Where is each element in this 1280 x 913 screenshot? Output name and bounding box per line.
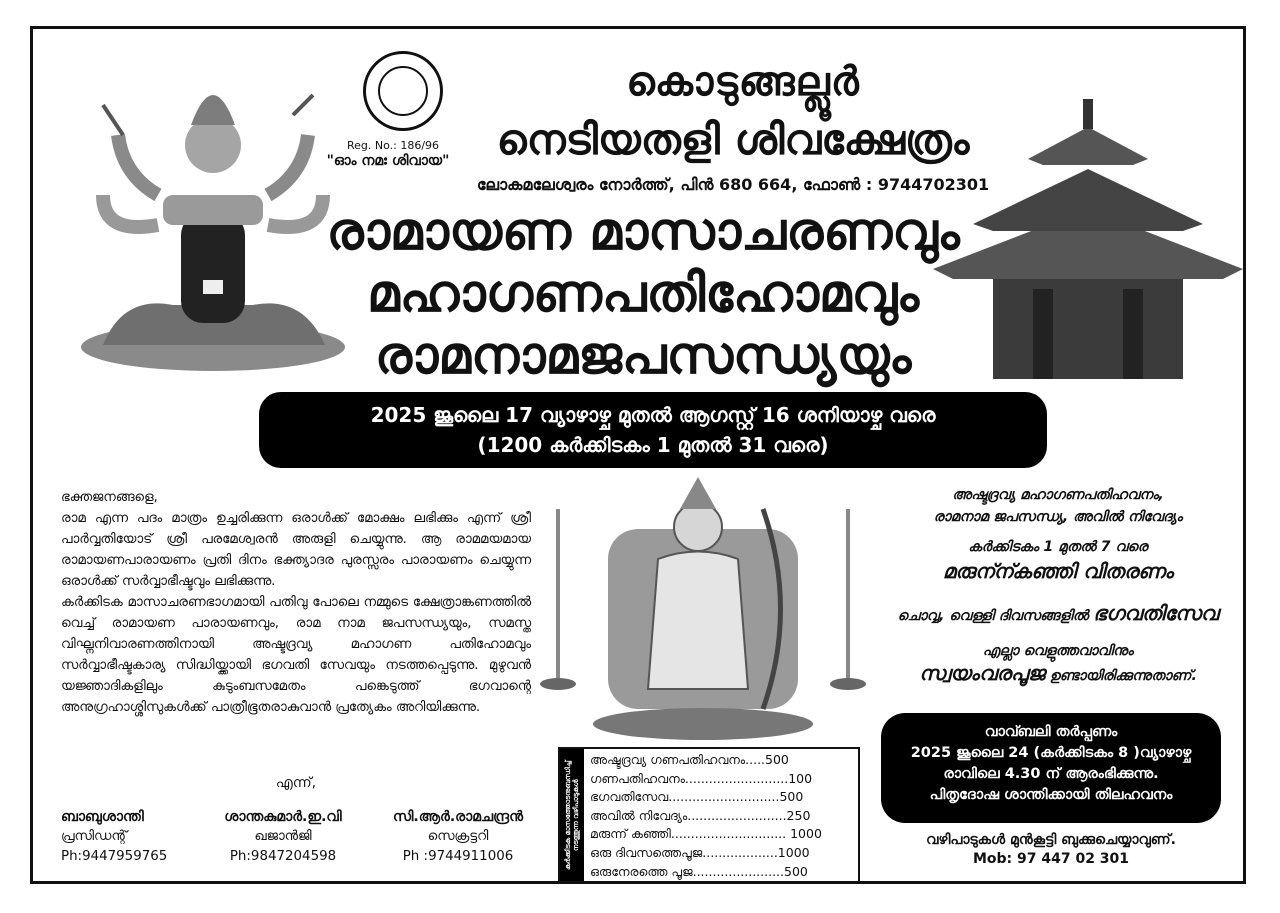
- signatory-role: സെക്രട്ടറി: [427, 829, 489, 844]
- poster: [30, 26, 1246, 884]
- temple-logo: [363, 51, 443, 131]
- rate-item: മരുന്ന് കഞ്ഞി............................. 1000: [590, 826, 822, 842]
- om-namah-shivaya: "ഓം നമഃ ശിവായ": [326, 153, 450, 169]
- signatory-phone: Ph:9847204598: [229, 849, 337, 864]
- booking-note: വഴിപാടുകൾ മുൻകൂട്ടി ബുക്കുചെയ്യാവുണ്.: [926, 832, 1176, 848]
- offering-line5: [888, 601, 1228, 625]
- greeting: ഭക്തജനങ്ങളെ,: [61, 490, 158, 505]
- vavubali-line2: 2025 ജൂലൈ 24 (കർക്കിടകം 8 )വ്യാഴാഴ്ച: [910, 745, 1192, 761]
- signatory-name: ബാബുശാന്തി: [61, 809, 144, 825]
- swayamvara-pooja: സ്വയംവരപൂജ: [919, 661, 1045, 685]
- offering-line4: മരുന്ന്കഞ്ഞി വിതരണം: [942, 559, 1174, 583]
- signatory-name: സി.ആർ.രാമചന്ദ്രൻ: [392, 809, 523, 825]
- message-para1: രാമ എന്ന പദം മാത്രം ഉച്ചരിക്കുന്ന ഒരാൾക്ക് മോക്ഷം ലഭിക്കും എന്ന് ശ്രീ പാർവ്വതിയോട് ശ്രീ പരമേശ്വരൻ അരുളി ചെയ്യുന്നു. ആ രാമമയമായ രാമായണപാരായണം പ്രതി ദിനം ഭക്ത്യാദര പുരസ്സരം പാരായണം ചെയ്യുന്ന ഒരാൾക്ക് സർവ്വാഭീഷ്ടവും ലഭിക്കുന്നു.: [61, 511, 531, 589]
- event-title-1: രാമായണ മാസാചരണവും: [326, 202, 960, 262]
- signatory-role: പ്രസിഡന്റ്: [61, 829, 128, 844]
- bhagavathi-seva: ഭഗവതിസേവ: [1093, 601, 1219, 625]
- sri-rama-image: [538, 469, 868, 749]
- offering-line3: കർക്കിടകം 1 മുതൽ 7 വരെ: [968, 539, 1148, 555]
- signatory-phone: Ph :9744911006: [402, 849, 514, 864]
- temple-address: ലോകമലേശ്വരം നോർത്ത്, പിൻ 680 664, ഫോൺ : 9744702301: [476, 175, 990, 194]
- temple-name-line1: കൊടുങ്ങല്ലൂർ: [626, 59, 860, 105]
- offering-note: ഉണ്ടായിരിക്കുന്നുതാണ്.: [1049, 668, 1197, 684]
- offering-days: ചൊവ്വ, വെള്ളി ദിവസങ്ങളിൽ: [897, 608, 1089, 624]
- closing: എന്ന്,: [275, 775, 317, 791]
- booking-info: [881, 831, 1221, 869]
- event-title-2: മഹാഗണപതിഹോമവും: [366, 264, 920, 324]
- offerings-rate-list: [558, 747, 860, 883]
- vavubali-line3: രാവിലെ 4.30 ന് ആരംഭിക്കുന്നു.: [943, 766, 1159, 782]
- signatory-phone: Ph:9447959765: [61, 849, 168, 864]
- rate-item: അവിൽ നിവേദ്യം.........................250: [590, 807, 811, 823]
- offering-line2: രാമനാമ ജപസന്ധ്യ, അവിൽ നിവേദ്യം: [933, 509, 1183, 525]
- temple-name-line2: നെടിയതളി ശിവക്ഷേത്രം: [496, 115, 970, 164]
- rate-rows: [590, 751, 856, 881]
- rate-item: അഷ്ടദ്രവ്യ ഗണപതിഹവനം.....500: [590, 752, 789, 767]
- booking-mobile: Mob: 97 447 02 301: [972, 851, 1130, 867]
- vavubali-line1: വാവ്ബലി തർപ്പണം: [984, 724, 1118, 740]
- message-block: [61, 487, 531, 718]
- rate-item: ഒരുനേരത്തെ പൂജ.......................500: [590, 863, 808, 879]
- rate-item: ഒരു ദിവസത്തെപൂജ...................1000: [590, 844, 810, 860]
- event-title-3: രാമനാമജപസന്ധ്യയും: [374, 326, 912, 386]
- message-para2: കർക്കിടക മാസാചരണഭാഗമായി പതിവു പോലെ നമ്മുടെ ക്ഷേത്രാങ്കണത്തിൽ വെച്ച് രാമായണ പാരായണവും, രാമ നാമ ജപസന്ധ്യയും, സമസ്ത വിഘ്നനിവാരണത്തിനായി അഷ്ടദ്രവ്യ മഹാഗണ പതിഹോമവും സർവ്വാഭീഷ്ടകാര്യ സിദ്ധിയ്ക്കായി ഭഗവതി സേവയും നടത്തപ്പെടുന്നു. മുഴുവൻ യജ്ഞാദികളിലും കുടുംബസമേതം പങ്കെടുത്ത് ഭഗവാന്റെ അനുഗ്രഹാശ്ശിസുകൾക്ക് പാത്രീഭൂതരാകുവാൻ പ്രത്യേകം അറിയിക്കുന്നു.: [61, 595, 531, 715]
- offering-line6: എല്ലാ വെളുത്തവാവിനും: [982, 643, 1134, 659]
- registration-number: Reg. No.: 186/96: [346, 139, 440, 152]
- rate-item: ഗണപതിഹവനം..........................100: [590, 770, 813, 786]
- date-line1: 2025 ജൂലൈ 17 വ്യാഴാഴ്ച മുതൽ ആഗസ്റ്റ് 16 ശനിയാഴ്ച വരെ: [370, 403, 936, 427]
- signatory-treasurer: [193, 807, 373, 867]
- date-line2: (1200 കർക്കിടകം 1 മുതൽ 31 വരെ): [477, 433, 829, 457]
- vavubali-line4: പിതൃദോഷ ശാന്തിക്കായി തിലഹവനം: [929, 787, 1173, 803]
- rate-list-side-label: കർക്കിടക മാസത്തോടനുബന്ധിച്ച് നടത്തുന്ന വഴിപാടുകൾ: [564, 760, 580, 870]
- signatory-secretary: [363, 807, 553, 867]
- signatory-role: ഖജാൻജി: [254, 829, 312, 844]
- offering-line1: അഷ്ടദ്രവ്യ മഹാഗണപതിഹവനം,: [952, 487, 1164, 503]
- rate-item: ഭഗവതിസേവ............................500: [590, 789, 804, 805]
- offering-line7: [888, 661, 1228, 685]
- date-banner: [259, 392, 1047, 468]
- vavubali-box: [881, 713, 1221, 823]
- signatory-name: ശാന്തകുമാർ.ഇ.വി: [224, 809, 342, 825]
